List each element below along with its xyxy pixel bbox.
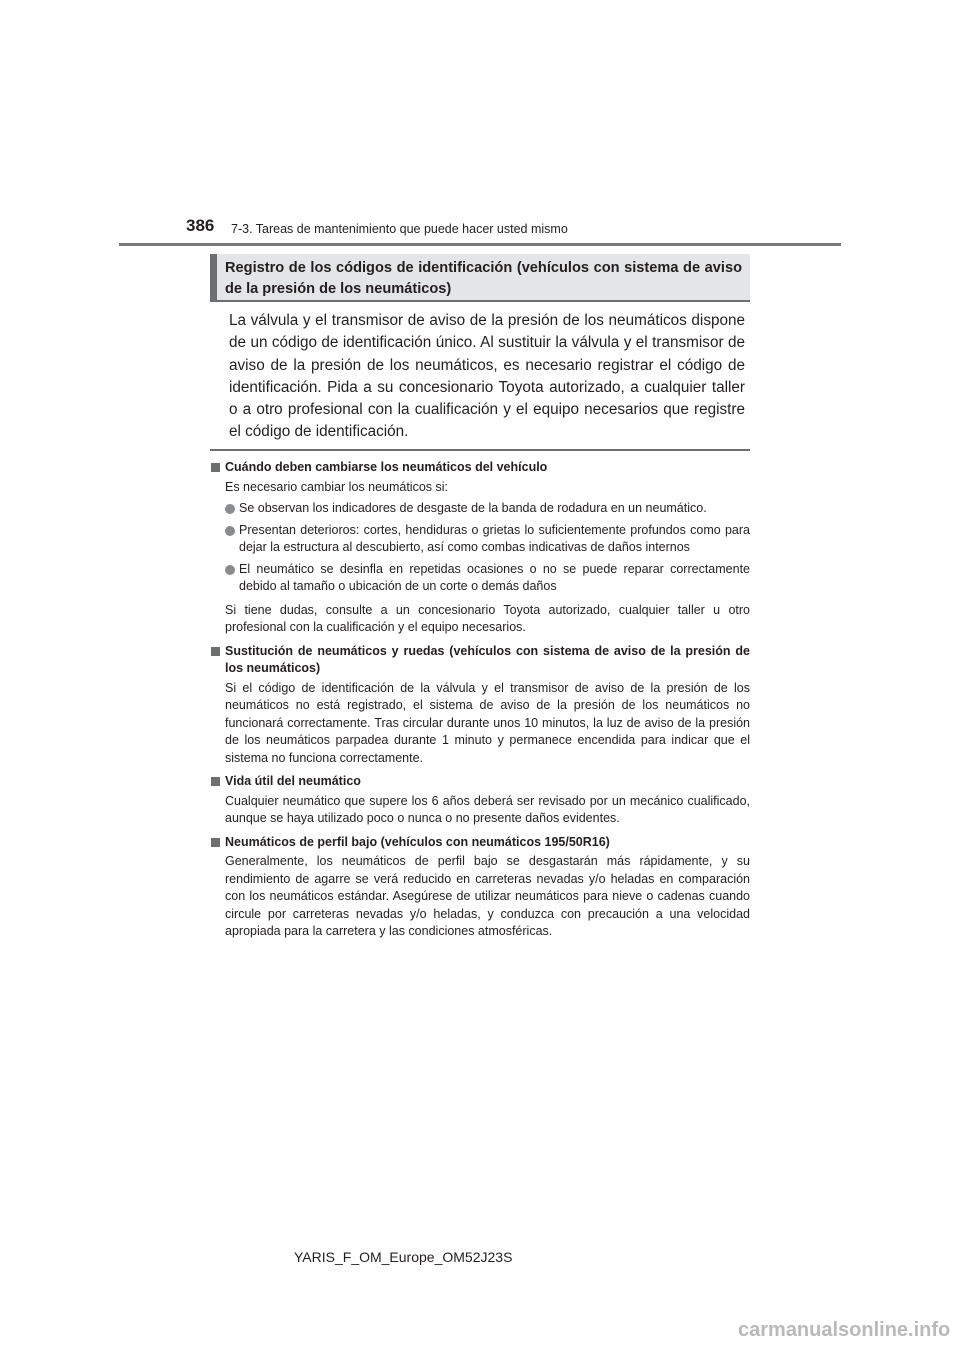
circle-bullet-icon: [225, 526, 235, 536]
section-heading-box: [210, 254, 750, 302]
list-item: [210, 522, 750, 557]
circle-bullet-icon: [225, 504, 235, 514]
list-item: [210, 561, 750, 596]
notes-section: [210, 459, 750, 947]
square-bullet-icon: [211, 647, 220, 656]
note-lead: Es necesario cambiar los neumáticos si:: [225, 479, 449, 494]
note-title: Sustitución de neumáticos y ruedas (vehículos con sistema de aviso de la presión de los neumáticos): [225, 643, 750, 675]
watermark: carmanualsonline.info: [738, 1319, 951, 1341]
note-title: Cuándo deben cambiarse los neumáticos del vehículo: [225, 460, 548, 474]
list-item-text: El neumático se desinfla en repetidas ocasiones o no se puede reparar correctamente debido al tamaño o ubicación de un corte o demás daños: [239, 561, 750, 593]
circle-bullet-icon: [225, 565, 235, 575]
note-closing: Si tiene dudas, consulte a un concesionario Toyota autorizado, cualquier taller u otro profesional con la cualificación y el equipo necesarios.: [225, 602, 750, 634]
note-text: Cualquier neumático que supere los 6 años deberá ser revisado por un mecánico cualificado, aunque se haya utilizado poco o nunca o no presente daños evidentes.: [225, 793, 750, 825]
square-bullet-icon: [211, 463, 220, 472]
list-item: [210, 500, 750, 518]
square-bullet-icon: [211, 838, 220, 847]
note-title: Vida útil del neumático: [225, 774, 361, 788]
note-replacement: [210, 643, 750, 768]
document-code: YARIS_F_OM_Europe_OM52J23S: [294, 1249, 513, 1265]
note-tire-change: [210, 459, 750, 637]
square-bullet-icon: [211, 777, 220, 786]
section-heading: Registro de los códigos de identificación (vehículos con sistema de aviso de la presión de los neumáticos): [225, 260, 742, 297]
page-number: 386: [186, 216, 215, 235]
list-item-text: Presentan deterioros: cortes, hendiduras o grietas lo suficientemente profundos como para dejar la estructura al descubierto, así como combas indicativas de daños internos: [239, 522, 750, 554]
list-item-text: Se observan los indicadores de desgaste de la banda de rodadura en un neumático.: [239, 501, 707, 515]
note-low-profile: [210, 834, 750, 941]
note-tire-life: [210, 773, 750, 828]
section-divider: [210, 449, 750, 451]
intro-paragraph: La válvula y el transmisor de aviso de la presión de los neumáticos dispone de un código de identificación único. Al sustituir la válvula y el transmisor de aviso de la presión de los neumáticos, es necesario registrar el código de identificación. Pida a su concesionario Toyota autorizado, a cualquier taller o a otro profesional con la cualificación y el equipo necesarios que registre el código de identificación.: [229, 312, 745, 441]
running-header: 7-3. Tareas de mantenimiento que puede hacer usted mismo: [231, 222, 568, 236]
header-divider: [119, 243, 841, 246]
note-text: Si el código de identificación de la válvula y el transmisor de aviso de la presión de los neumáticos no está registrado, el sistema de aviso de la presión de los neumáticos no funcionará correctamente. Tras circular durante unos 10 minutos, la luz de aviso de la presión de los neumáticos parpadea durante 1 minuto y permanece encendida para indicar que el sistema no funciona correctamente.: [225, 680, 750, 765]
note-title: Neumáticos de perfil bajo (vehículos con neumáticos 195/50R16): [225, 834, 610, 849]
note-text: Generalmente, los neumáticos de perfil bajo se desgastarán más rápidamente, y su rendimiento de agarre se verá reducido en carreteras nevadas y/o heladas en comparación con los neumáticos estándar. Asegúrese de utilizar neumáticos para nieve o cadenas cuando circule por carreteras nevadas y/o heladas, y conduzca con precaución a una velocidad apropiada para la carretera y las condiciones atmosféricas.: [225, 854, 750, 938]
